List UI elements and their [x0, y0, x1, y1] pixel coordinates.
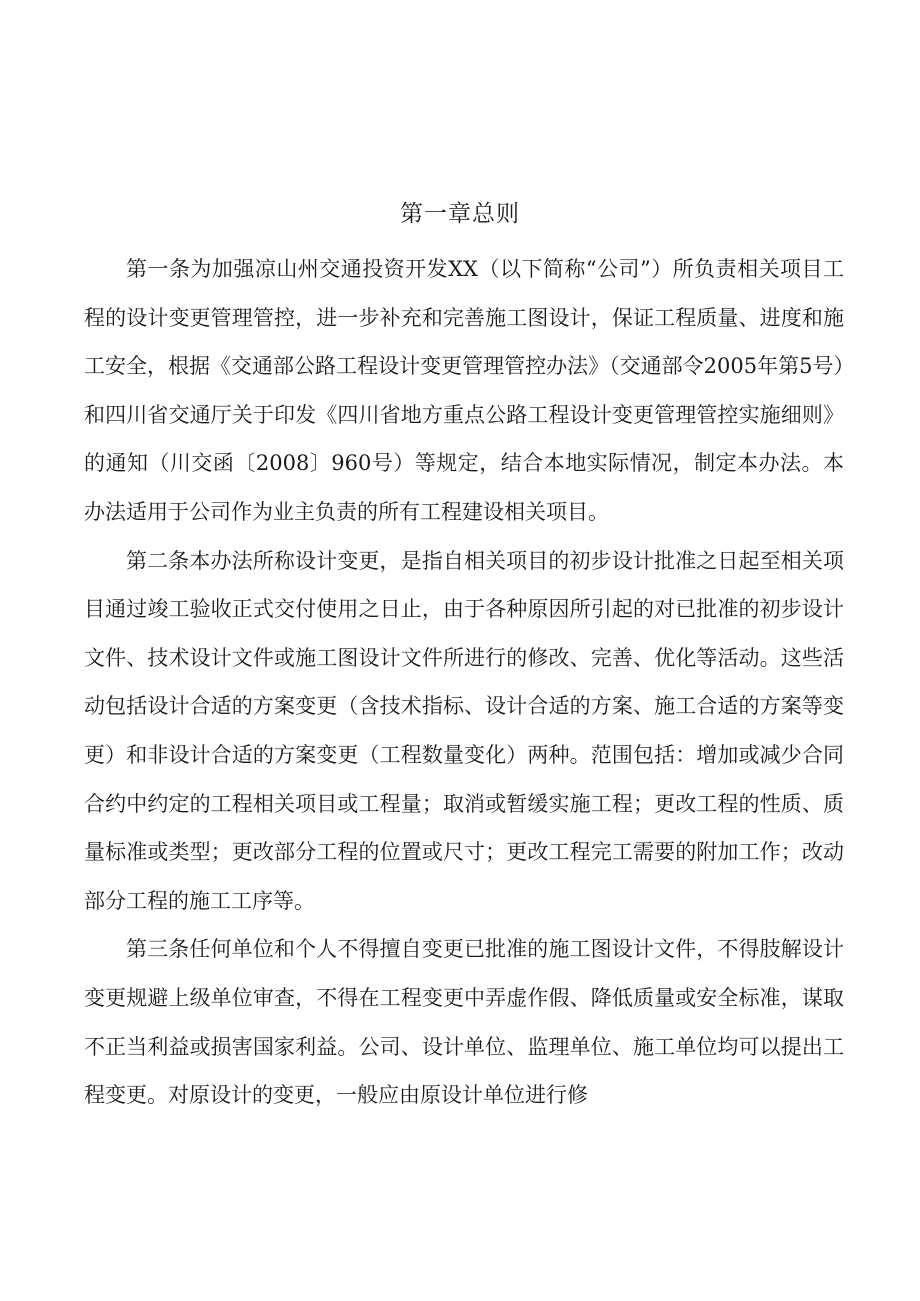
document-body	[84, 245, 844, 1120]
article-3-paragraph: 第三条任何单位和个人不得擅自变更已批准的施工图设计文件，不得肢解设计变更规避上级单位审查，不得在工程变更中弄虚作假、降低质量或安全标准，谋取不正当利益或损害国家利益。公司、设计单位、监理单位、施工单位均可以提出工程变更。对原设计的变更，一般应由原设计单位进行修	[84, 937, 844, 1108]
article-1-paragraph: 第一条为加强凉山州交通投资开发XX（以下简称“公司”）所负责相关项目工程的设计变更管理管控，进一步补充和完善施工图设计，保证工程质量、进度和施工安全，根据《交通部公路工程设计变更管理管控办法》（交通部令2005年第5号）和四川省交通厅关于印发《四川省地方重点公路工程设计变更管理管控实施细则》的通知（川交函〔2008〕960号）等规定，结合本地实际情况，制定本办法。本办法适用于公司作为业主负责的所有工程建设相关项目。	[84, 257, 844, 524]
chapter-title: 第一章总则	[400, 201, 520, 227]
article-2-paragraph: 第二条本办法所称设计变更，是指自相关项目的初步设计批准之日起至相关项目通过竣工验收正式交付使用之日止，由于各种原因所引起的对已批准的初步设计文件、技术设计文件或施工图设计文件所进行的修改、完善、优化等活动。这些活动包括设计合适的方案变更（含技术指标、设计合适的方案、施工合适的方案等变更）和非设计合适的方案变更（工程数量变化）两种。范围包括：增加或减少合同合约中约定的工程相关项目或工程量；取消或暂缓实施工程；更改工程的性质、质量标准或类型；更改部分工程的位置或尺寸；更改工程完工需要的附加工作；改动部分工程的施工工序等。	[84, 548, 844, 913]
